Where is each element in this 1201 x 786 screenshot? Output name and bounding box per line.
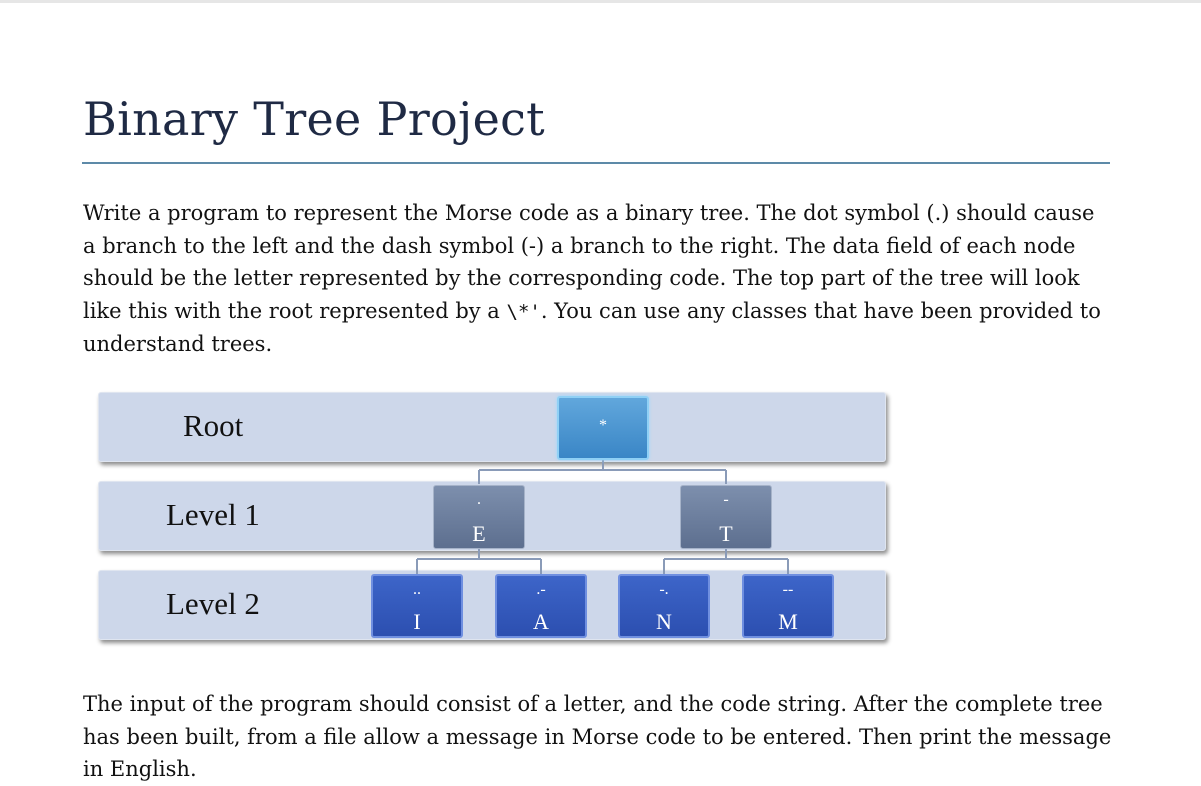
band-label-root: Root [183, 408, 244, 443]
node-letter: M [778, 609, 798, 634]
node-code: * [599, 417, 607, 434]
node-letter: T [719, 521, 733, 546]
node-letter: A [533, 609, 549, 634]
tree-node-t [680, 485, 772, 549]
node-letter: I [413, 609, 421, 634]
tree-node-n [618, 574, 710, 638]
root-symbol-code: \*' [506, 300, 541, 323]
band-label-level-1: Level 1 [166, 497, 260, 532]
input-paragraph: The input of the program should consist of a letter, and the code string. After the complete tree has been built, from a file allow a message in Morse code to be entered. Then print the message in English. [83, 692, 1112, 781]
node-code: .. [413, 581, 421, 598]
node-letter: E [472, 521, 486, 546]
intro-text-end: . You can use any classes that have been provided to understand trees. [83, 298, 1101, 356]
connector-t-children [664, 547, 788, 574]
node-code: . [477, 491, 481, 508]
node-code: .- [536, 581, 546, 598]
tree-node-e [433, 485, 525, 549]
node-letter: N [656, 609, 672, 634]
tree-node-i [371, 574, 463, 638]
page-title: Binary Tree Project [83, 92, 545, 146]
intro-text-start: Write a program to represent the Morse code as a binary tree. The dot symbol (.) should cause a branch to the left and the dash symbol (-) a branch to the right. The data field of each node should be the letter represented by the corresponding code. The top part of the tree will look like this with the root represented by a [83, 201, 1095, 323]
tree-node-root [557, 396, 649, 460]
band-label-level-2: Level 2 [166, 586, 260, 621]
node-code: -- [782, 581, 794, 598]
connector-e-children [417, 547, 541, 574]
connector-root-children [479, 459, 726, 484]
node-code: -. [659, 581, 669, 598]
tree-node-m [742, 574, 834, 638]
tree-node-a [495, 574, 587, 638]
node-code: - [723, 491, 729, 508]
